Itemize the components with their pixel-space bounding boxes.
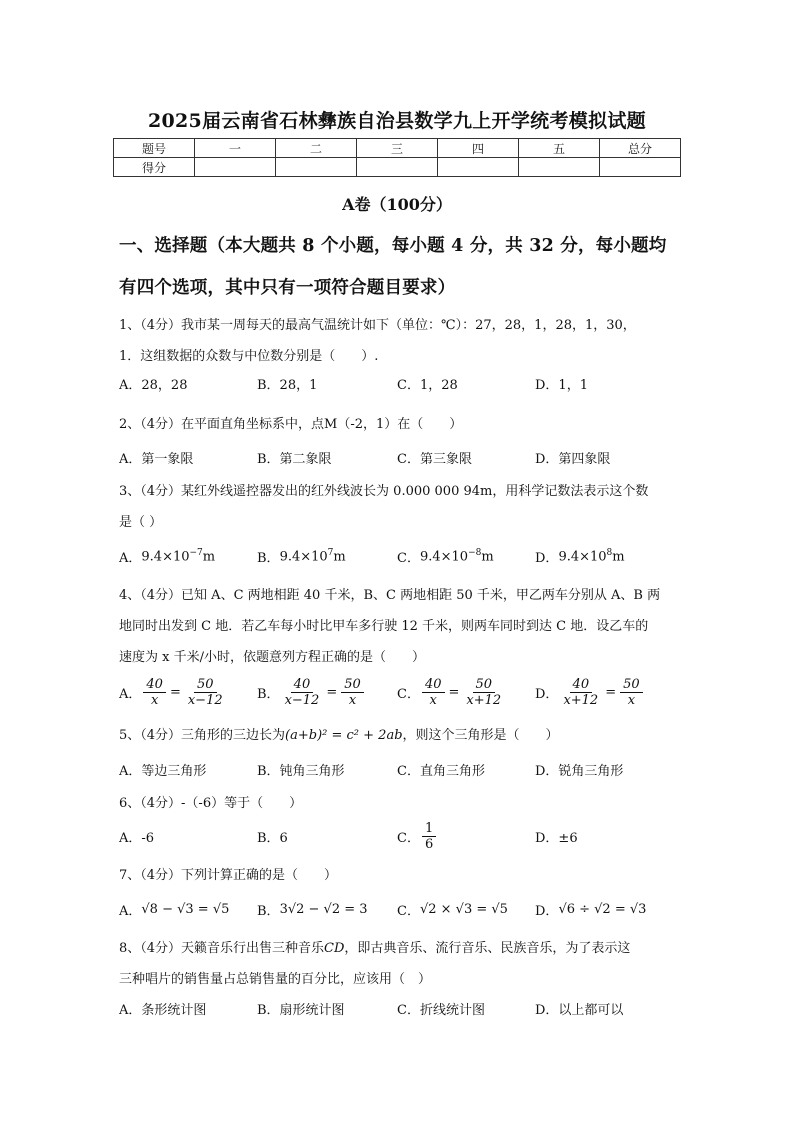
question-4-line2: 地同时出发到 C 地．若乙车每小时比甲车多行驶 12 千米，则两车同时到达 C 地．设乙车的 xyxy=(119,619,649,634)
section-heading-line1: 一、选择题（本大题共 8 个小题，每小题 4 分，共 32 分，每小题均 xyxy=(119,236,667,256)
score-cell xyxy=(276,158,357,177)
question-5-line1: 5、（4分）三角形的三边长为(a+b)² = c² + 2ab，则这个三角形是（ ） xyxy=(119,728,559,743)
question-1-line2: 1．这组数据的众数与中位数分别是（ ）. xyxy=(119,349,379,364)
equation: (a+b)² = c² + 2ab xyxy=(285,728,403,743)
option-d[interactable]: D．±6 xyxy=(535,830,578,846)
option-d[interactable] xyxy=(535,894,646,924)
fraction: $\frac{50}{x-12}$ xyxy=(187,676,223,708)
option-math: $9.4\times 10^{-8}m$ xyxy=(419,547,494,565)
option-math: $9.4\times 10^7m$ xyxy=(279,547,346,565)
question-4-line1: 4、（4分）已知 A、C 两地相距 40 千米，B、C 两地相距 50 千米，甲乙两车分别从 A、B 两 xyxy=(119,588,661,603)
fraction: $\frac{40}{x}$ xyxy=(143,677,166,708)
option-d[interactable]: D．第四象限 xyxy=(535,451,611,467)
option-label: A． xyxy=(119,686,142,702)
option-math: √8 − √3 = √5 xyxy=(141,901,230,917)
option-b[interactable]: B．28，1 xyxy=(257,377,318,393)
table-cell: 二 xyxy=(276,139,357,158)
option-d[interactable]: D．锐角三角形 xyxy=(535,763,624,779)
fraction: $\frac{1}{6}$ xyxy=(422,821,436,852)
option-d[interactable]: D． $\frac{40}{x+12}$ = $\frac{50}{x}$ xyxy=(535,675,645,709)
option-label: C． xyxy=(397,550,420,566)
question-3-options xyxy=(119,541,679,571)
question-6-options xyxy=(119,818,679,854)
option-c[interactable]: C．第三象限 xyxy=(397,451,472,467)
score-table-header-row xyxy=(114,139,681,158)
option-label: B． xyxy=(257,550,280,566)
option-a[interactable] xyxy=(119,894,229,924)
score-cell xyxy=(357,158,438,177)
table-cell: 题号 xyxy=(114,139,195,158)
question-2-options xyxy=(119,442,679,472)
option-b[interactable]: B．第二象限 xyxy=(257,451,332,467)
option-label: D． xyxy=(535,686,559,702)
fraction: $\frac{50}{x}$ xyxy=(620,677,643,708)
option-c[interactable] xyxy=(397,894,508,924)
question-7-line1: 7、（4分）下列计算正确的是（ ） xyxy=(119,868,338,883)
option-b[interactable]: B．钝角三角形 xyxy=(257,763,345,779)
option-math: 3√2 − √2 = 3 xyxy=(279,901,368,917)
option-label: C． xyxy=(397,830,420,846)
fraction: $\frac{40}{x}$ xyxy=(422,677,445,708)
question-7-options xyxy=(119,894,679,924)
option-math: √2 × √3 = √5 xyxy=(419,901,508,917)
section-heading-line2: 有四个选项，其中只有一项符合题目要求） xyxy=(119,278,456,298)
option-label: B． xyxy=(257,686,280,702)
option-a[interactable]: A．-6 xyxy=(119,830,155,846)
option-d[interactable]: D．以上都可以 xyxy=(535,1002,624,1018)
question-8-line1: 8、（4分）天籁音乐行出售三种音乐CD，即古典音乐、流行音乐、民族音乐，为了表示这 xyxy=(119,941,631,956)
score-cell xyxy=(195,158,276,177)
question-6-line1: 6、（4分）-（-6）等于（ ） xyxy=(119,796,303,811)
option-label: D． xyxy=(535,903,559,919)
option-c[interactable]: C．折线统计图 xyxy=(397,1002,485,1018)
score-cell xyxy=(519,158,600,177)
option-math: $9.4\times 10^8m$ xyxy=(558,547,625,565)
table-cell: 得分 xyxy=(114,158,195,177)
option-a[interactable]: A． $\frac{40}{x}$ = $\frac{50}{x-12}$ xyxy=(119,675,228,709)
score-cell xyxy=(600,158,681,177)
question-4-line3: 速度为 x 千米/小时，依题意列方程正确的是（ ） xyxy=(119,650,425,665)
option-c[interactable] xyxy=(397,818,438,854)
option-d[interactable] xyxy=(535,541,625,571)
question-1-options xyxy=(119,368,679,398)
question-1-line1: 1、（4分）我市某一周每天的最高气温统计如下（单位：℃）：27，28，1，28，1，30， xyxy=(119,318,636,333)
fraction: $\frac{40}{x-12}$ xyxy=(284,676,320,708)
option-c[interactable] xyxy=(397,541,494,571)
fraction: $\frac{50}{x}$ xyxy=(341,677,364,708)
option-b[interactable]: B．6 xyxy=(257,830,288,846)
option-label: C． xyxy=(397,686,420,702)
option-b[interactable]: B．扇形统计图 xyxy=(257,1002,345,1018)
option-a[interactable]: A．条形统计图 xyxy=(119,1002,207,1018)
equation: CD xyxy=(324,941,345,956)
option-a[interactable]: A．第一象限 xyxy=(119,451,194,467)
question-4-options xyxy=(119,675,679,709)
option-c[interactable]: C． $\frac{40}{x}$ = $\frac{50}{x+12}$ xyxy=(397,675,506,709)
question-2-line1: 2、（4分）在平面直角坐标系中，点M（-2，1）在（ ） xyxy=(119,417,463,432)
option-label: D． xyxy=(535,550,559,566)
score-table-score-row xyxy=(114,158,681,177)
table-cell: 五 xyxy=(519,139,600,158)
question-5-options xyxy=(119,754,679,784)
question-8-line2: 三种唱片的销售量占总销售量的百分比，应该用（ ） xyxy=(119,972,432,987)
option-label: B． xyxy=(257,903,280,919)
table-cell: 四 xyxy=(438,139,519,158)
option-a[interactable]: A．等边三角形 xyxy=(119,763,207,779)
score-table xyxy=(113,138,681,177)
option-b[interactable] xyxy=(257,541,346,571)
table-cell: 一 xyxy=(195,139,276,158)
score-cell xyxy=(438,158,519,177)
option-c[interactable]: C．直角三角形 xyxy=(397,763,485,779)
table-cell: 总分 xyxy=(600,139,681,158)
option-b[interactable] xyxy=(257,894,368,924)
option-math: $9.4\times 10^{-7}m$ xyxy=(141,547,216,565)
fraction: $\frac{50}{x+12}$ xyxy=(466,676,502,708)
option-c[interactable]: C．1，28 xyxy=(397,377,458,393)
page-title: 2025届云南省石林彝族自治县数学九上开学统考模拟试题 xyxy=(148,110,646,132)
question-3-line2: 是（ ） xyxy=(119,515,163,530)
fraction: $\frac{40}{x+12}$ xyxy=(563,676,599,708)
option-d[interactable]: D．1，1 xyxy=(535,377,588,393)
question-3-line1: 3、（4分）某红外线遥控器发出的红外线波长为 0.000 000 94m，用科学记数法表示这个数 xyxy=(119,484,649,499)
table-cell: 三 xyxy=(357,139,438,158)
option-label: A． xyxy=(119,903,142,919)
option-label: C． xyxy=(397,903,420,919)
option-b[interactable]: B． $\frac{40}{x-12}$ = $\frac{50}{x}$ xyxy=(257,675,366,709)
option-label: A． xyxy=(119,550,142,566)
option-math: √6 ÷ √2 = √3 xyxy=(558,901,647,917)
option-a[interactable] xyxy=(119,541,215,571)
section-title: A卷（100分） xyxy=(342,195,452,214)
question-8-options xyxy=(119,993,679,1023)
option-a[interactable]: A．28，28 xyxy=(119,377,188,393)
